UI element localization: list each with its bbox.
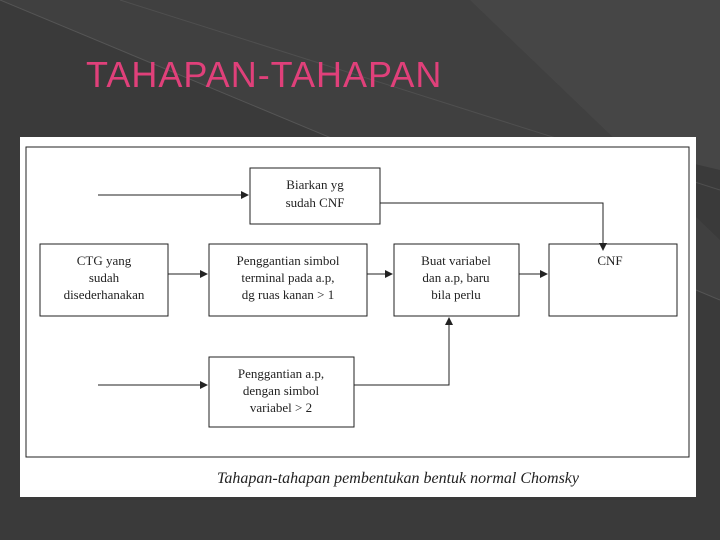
label-ap-2: dengan simbol [242, 383, 320, 398]
figure-caption: Tahapan-tahapan pembentukan bentuk normal Chomsky [216, 470, 580, 487]
label-ap-1: Penggantian a.p, [237, 366, 325, 381]
slide-title: TAHAPAN-TAHAPAN [86, 54, 443, 95]
flow-diagram [20, 137, 696, 497]
label-variabel-1: Buat variabel [421, 253, 491, 268]
label-terminal-1: Penggantian simbol [236, 253, 340, 268]
label-biarkan-1: Biarkan yg [286, 177, 344, 192]
label-terminal-3: dg ruas kanan > 1 [241, 287, 335, 302]
label-ctg-3: disederhanakan [63, 287, 145, 302]
arrow-ap-to-variabel [354, 318, 449, 385]
diagram-frame [26, 147, 689, 457]
label-ap-3: variabel > 2 [249, 400, 313, 415]
label-biarkan-2: sudah CNF [285, 195, 345, 210]
label-cnf: CNF [597, 253, 623, 268]
label-ctg-2: sudah [88, 270, 120, 285]
figure-panel [20, 137, 696, 497]
arrow-biarkan-to-cnf [380, 203, 603, 250]
label-terminal-2: terminal pada a.p, [241, 270, 335, 285]
label-variabel-2: dan a.p, baru [422, 270, 490, 285]
label-ctg-1: CTG yang [76, 253, 132, 268]
label-variabel-3: bila perlu [431, 287, 481, 302]
